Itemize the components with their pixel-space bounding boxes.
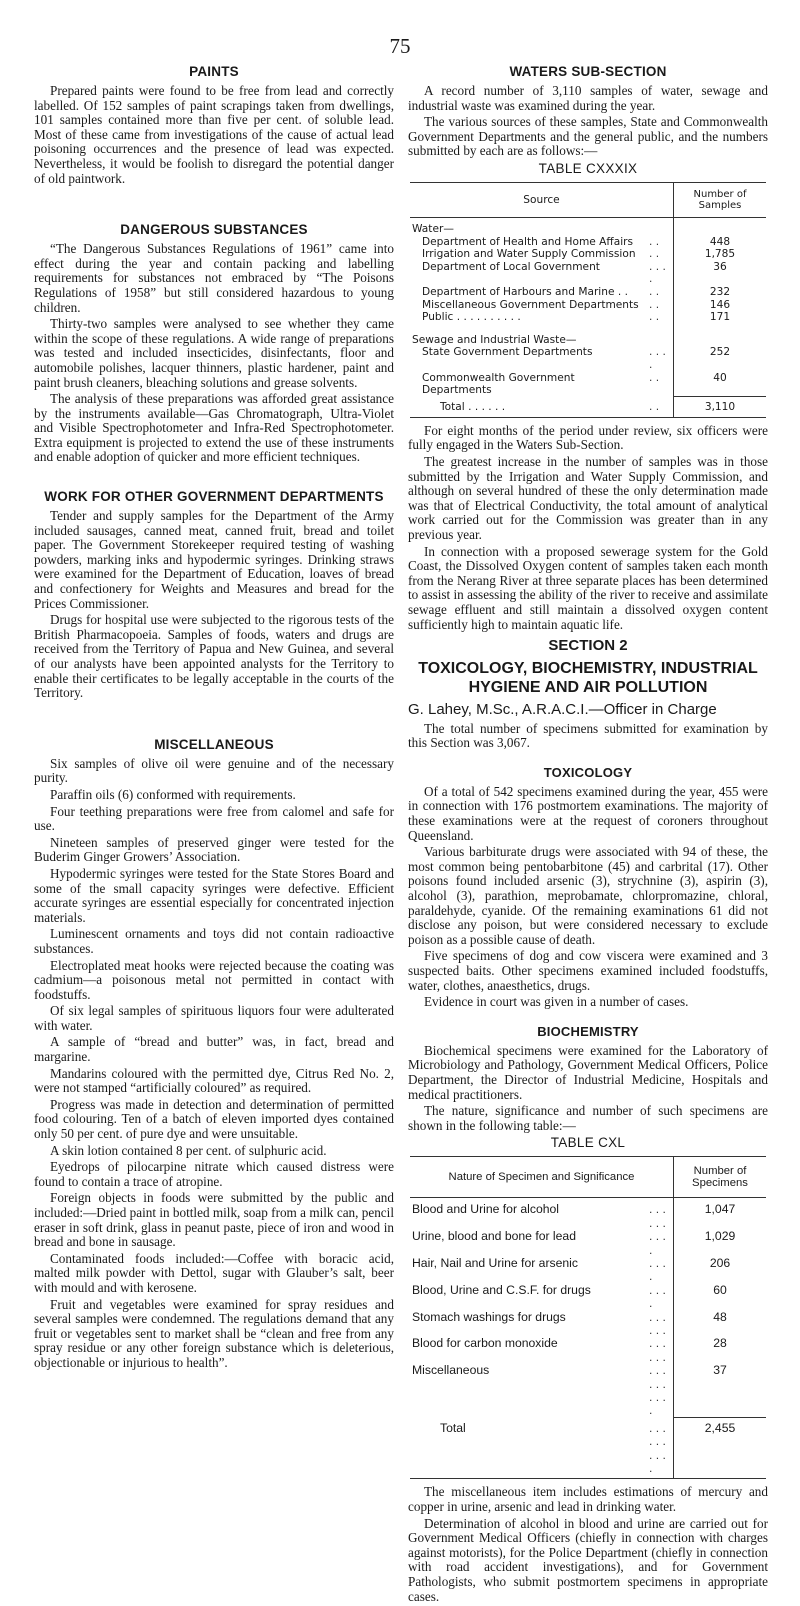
toxicology-paragraph: Various barbiturate drugs were associated with 94 of these, the most common being pentobarbitone (45) and carbrital (17). Other poisons found included arsenic (3), strychnine (3), aspirin (3), alcohol (3), parathion, meprobamate, chlorpromazine, chloral, paraldehyde, cyanide. Of the remaining examinations 61 did not disclose any poison, but were considered necessary to exclude poison as a possible cause of death. <box>408 844 768 947</box>
toxicology-paragraph: Five specimens of dog and cow viscera were examined and 3 suspected baits. Other specimens examined included foodstuffs, water, clothes, anaesthetics, drugs. <box>408 948 768 993</box>
dangerous-paragraph: “The Dangerous Substances Regulations of 1961” came into effect during the year and contain packing and labelling requirements for substances not embraced by “The Poisons Regulations of 1958” but still considered hazardous to young children. <box>34 241 394 315</box>
row-value: 60 <box>674 1284 767 1311</box>
row-dots: . . . . . . . . . . <box>649 1363 666 1418</box>
paints-paragraph: Prepared paints were found to be free from lead and correctly labelled. Of 152 samples of paint scrapings taken from dwellings, 101 samples contained more than five per cent. of soluble lead. Most of these came from investigations of the cause of actual lead poisoning occurrences and the presence of lead was expected. Nevertheless, it would be foolish to disregard the potential danger of old paintwork. <box>34 83 394 186</box>
other-departments-paragraph: Tender and supply samples for the Department of the Army included sausages, canned meat, canned fruit, bread and toilet paper. The Government Storekeeper required testing of washing powders, marking inks and hypodermic syringes. Drinking straws were examined for the Department of Education, loaves of bread and confectionery for Weights and Measures and bread for the Prices Commissioner. <box>34 508 394 611</box>
misc-paragraph: Progress was made in detection and determination of permitted food colouring. Ten of a batch of eleven imported dyes contained only 50 per cent. of pure dye and were unsuitable. <box>34 1096 394 1142</box>
row-value: 448 <box>674 236 767 249</box>
specimens-table <box>410 1156 766 1479</box>
row-dots: . . . . . . <box>649 1309 666 1337</box>
misc-paragraph: Hypodermic syringes were tested for the State Stores Board and some of the small capacity syringes were defective. Efficient accurate syringes are essential especially for concentrated injection materials. <box>34 865 394 925</box>
table-row <box>410 1337 766 1364</box>
row-source: Department of Local Government <box>422 260 600 273</box>
waters-intro: A record number of 3,110 samples of water, sewage and industrial waste was examined during the year. <box>408 83 768 113</box>
dangerous-paragraph: The analysis of these preparations was afforded great assistance by the instruments available—Gas Chromatograph, Ultra-Violet and Visible Spectrophotometer and Infra-Red Spectrophotometer. Extra equipment is projected to extend the use of these instruments and enable adoption of quicker and more efficient techniques. <box>34 391 394 465</box>
row-dots: . . <box>649 298 660 311</box>
biochemistry-paragraph: The miscellaneous item includes estimations of mercury and copper in urine, arsenic and lead in drinking water. <box>408 1484 768 1515</box>
table-title: TABLE CXXXIX <box>538 160 638 176</box>
page-number: 75 <box>389 34 411 58</box>
section-number: SECTION 2 <box>548 637 628 655</box>
toxicology-paragraph: Evidence in court was given in a number of cases. <box>424 994 689 1010</box>
misc-paragraph: Of six legal samples of spirituous liquors four were adulterated with water. <box>34 1003 394 1033</box>
row-source: Department of Health and Home Affairs <box>422 235 634 248</box>
table-title: TABLE CXL <box>550 1135 626 1151</box>
table-row <box>410 346 766 371</box>
row-value: 171 <box>674 311 767 324</box>
misc-paragraph: Six samples of olive oil were genuine and of the necessary purity. <box>34 755 394 786</box>
left-column <box>34 64 394 1373</box>
row-dots: . . <box>649 248 660 261</box>
table-row <box>410 217 766 235</box>
table-row <box>410 236 766 249</box>
row-value: 232 <box>674 286 767 299</box>
waters-heading: WATERS SUB-SECTION <box>509 64 667 79</box>
row-value: 1,047 <box>674 1198 767 1230</box>
row-dots: . . . . <box>649 1282 666 1311</box>
column-header-source: Source <box>410 182 674 217</box>
waters-paragraph: For eight months of the period under review, six officers were fully engaged in the Waters Sub-Section. <box>408 422 768 453</box>
paints-heading: PAINTS <box>189 64 239 79</box>
row-dots: . . . . . . <box>649 1202 666 1230</box>
column-header-nature: Nature of Specimen and Significance <box>410 1157 674 1198</box>
biochemistry-paragraph: The nature, significance and number of such specimens are shown in the following table:— <box>408 1103 768 1133</box>
biochemistry-paragraph: Determination of alcohol in blood and urine are carried out for Government Medical Officers (chiefly in connection with charges against motorists), for the Police Department (chiefly in connection with road accident investigations), and for Government Pathologists, who submit postmortem specimens in appropriate cases. <box>408 1515 768 1604</box>
misc-paragraph: Foreign objects in foods were submitted by the public and included:—Dried paint in bottled milk, soap from a milk can, pencil eraser in soft drink, glass in peanut paste, piece of iron and wood in bread and bone in sausage. <box>34 1190 394 1250</box>
row-source: Public . . . . . . . . . . <box>422 311 521 324</box>
table-total-row <box>410 1418 766 1479</box>
column-header-number: Number of Samples <box>674 182 767 217</box>
other-departments-paragraph: Drugs for hospital use were subjected to the rigorous tests of the British Pharmacopoeia. Samples of foods, waters and drugs are received from the Territory of Papua and New Guinea, and several of our analysts have been appointed analysts for the Territory to enable their certificates to be legally acceptable in the courts of the Territory. <box>34 612 394 701</box>
misc-paragraph: Electroplated meat hooks were rejected because the coating was cadmium—a poisonous metal not permitted in contact with foodstuffs. <box>34 957 394 1002</box>
row-source: State Government Departments <box>422 346 593 359</box>
row-value: 28 <box>674 1337 767 1364</box>
row-nature: Hair, Nail and Urine for arsenic <box>412 1255 578 1270</box>
row-value: 36 <box>674 261 767 286</box>
biochemistry-heading: BIOCHEMISTRY <box>537 1023 639 1039</box>
row-nature: Urine, blood and bone for lead <box>412 1229 576 1244</box>
total-dots: . . <box>647 397 674 418</box>
waters-paragraph: In connection with a proposed sewerage system for the Gold Coast, the Dissolved Oxygen content of samples taken each month from the Nerang River at three separate places has been determined to assist in assessing the ability of the river to receive and assimilate sewage effluent and still maintain a dissolved oxygen content sufficiently high to maintain aquatic life. <box>408 543 768 632</box>
row-dots: . . . . <box>649 260 666 286</box>
right-column <box>408 64 768 1606</box>
row-source: Irrigation and Water Supply Commission <box>422 248 636 261</box>
row-dots: . . . . . . <box>649 1336 666 1364</box>
row-nature: Stomach washings for drugs <box>412 1309 566 1324</box>
toxicology-paragraph: Of a total of 542 specimens examined during the year, 455 were in connection with 176 postmortem examinations. The majority of these examinations were at the request of coroners throughout Queensland. <box>408 783 768 843</box>
column-header-number: Number of Specimens <box>674 1157 767 1198</box>
table-row <box>410 311 766 324</box>
row-source: Commonwealth Government Departments <box>422 371 575 397</box>
table-row <box>410 299 766 312</box>
section-title: TOXICOLOGY, BIOCHEMISTRY, INDUSTRIAL HYGIENE AND AIR POLLUTION <box>418 660 758 697</box>
biochemistry-paragraph: Biochemical specimens were examined for the Laboratory of Microbiology and Pathology, Government Medical Officers, Police Department, the Director of Industrial Medicine, Hospitals and medical practitioners. <box>408 1042 768 1102</box>
table-row <box>410 1230 766 1257</box>
table-row <box>410 372 766 397</box>
total-label: Total . . . . . . <box>410 397 647 418</box>
waters-intro: The various sources of these samples, State and Commonwealth Government Departments and the general public, and the numbers submitted by each are as follows:— <box>408 114 768 159</box>
row-dots: . . <box>649 285 660 298</box>
row-nature: Miscellaneous <box>412 1363 490 1378</box>
dangerous-substances-heading: DANGEROUS SUBSTANCES <box>120 222 308 238</box>
row-nature: Blood for carbon monoxide <box>412 1336 558 1351</box>
other-departments-heading: WORK FOR OTHER GOVERNMENT DEPARTMENTS <box>44 489 384 505</box>
misc-paragraph: Mandarins coloured with the permitted dye, Citrus Red No. 2, were not stamped “artificially coloured” as required. <box>34 1065 394 1096</box>
table-row <box>410 286 766 299</box>
table-row <box>410 261 766 286</box>
table-row <box>410 1311 766 1338</box>
water-samples-table <box>410 182 766 418</box>
row-value: 146 <box>674 299 767 312</box>
group-label: Sewage and Industrial Waste— <box>412 333 577 346</box>
total-value: 2,455 <box>674 1418 767 1479</box>
waters-paragraph: The greatest increase in the number of samples was in those submitted by the Irrigation and Water Supply Commission, and although on several hundred of these the only determination made was that of Electrical Conductivity, the total amount of analytical work carried out for the Commission was greater than in any previous year. <box>408 453 768 542</box>
row-source: Miscellaneous Government Departments <box>422 298 639 311</box>
row-value: 37 <box>674 1364 767 1418</box>
table-row <box>410 1198 766 1230</box>
misc-paragraph: A sample of “bread and butter” was, in fact, bread and margarine. <box>34 1034 394 1065</box>
total-label: Total <box>410 1418 647 1479</box>
misc-paragraph: Nineteen samples of preserved ginger were tested for the Buderim Ginger Growers’ Association. <box>34 834 394 865</box>
row-value: 1,029 <box>674 1230 767 1257</box>
section-intro: The total number of specimens submitted for examination by this Section was 3,067. <box>408 720 768 751</box>
table-row <box>410 248 766 261</box>
row-dots: . . <box>649 311 660 324</box>
row-value: 48 <box>674 1311 767 1338</box>
row-dots: . . <box>649 235 660 248</box>
total-value: 3,110 <box>674 397 767 418</box>
miscellaneous-heading: MISCELLANEOUS <box>154 736 274 752</box>
row-dots: . . . . <box>649 1229 666 1257</box>
dangerous-paragraph: Thirty-two samples were analysed to see whether they came within the scope of these regulations. A wide range of preparations was tested and included insecticides, disinfectants, floor and automobile polishes, lacquer thinners, plastic hardener, paint and paint brush cleaners, bleaching solutions and grease solvents. <box>34 316 394 390</box>
table-total-row <box>410 397 766 418</box>
officer-in-charge: G. Lahey, M.Sc., A.R.A.C.I.—Officer in Charge <box>408 701 717 719</box>
row-dots: . . . . <box>649 346 666 371</box>
row-dots: . . . . <box>649 1255 666 1284</box>
misc-paragraph: Luminescent ornaments and toys did not contain radioactive substances. <box>34 926 394 956</box>
misc-paragraph: Eyedrops of pilocarpine nitrate which caused distress were found to contain a trace of atropine. <box>34 1159 394 1189</box>
row-nature: Blood, Urine and C.S.F. for drugs <box>412 1282 591 1297</box>
misc-paragraph: Paraffin oils (6) conformed with requirements. <box>50 786 296 802</box>
row-value: 1,785 <box>674 248 767 261</box>
misc-paragraph: Four teething preparations were free from calomel and safe for use. <box>34 803 394 834</box>
table-row <box>410 1364 766 1418</box>
misc-paragraph: Contaminated foods included:—Coffee with boracic acid, malted milk powder with Dettol, sugar with Glauber’s salt, beer with mould and with kerosene. <box>34 1250 394 1295</box>
group-label: Water— <box>412 222 454 235</box>
toxicology-heading: TOXICOLOGY <box>543 764 633 780</box>
row-value: 206 <box>674 1257 767 1284</box>
table-row <box>410 1257 766 1284</box>
table-row <box>410 1284 766 1311</box>
row-dots: . . <box>649 371 660 384</box>
row-nature: Blood and Urine for alcohol <box>412 1202 560 1217</box>
row-value: 252 <box>674 346 767 371</box>
misc-paragraph: Fruit and vegetables were examined for spray residues and several samples were condemned. The regulations demand that any fruit or vegetables sent to market shall be “clean and free from any spray residue or any other foreign substance which is deleterious, objectionable or injurious to health”. <box>34 1296 394 1370</box>
total-dots: . . . . . . . . . . <box>647 1418 674 1479</box>
row-value: 40 <box>674 372 767 397</box>
misc-paragraph: A skin lotion contained 8 per cent. of sulphuric acid. <box>50 1142 327 1158</box>
table-row <box>410 334 766 347</box>
row-source: Department of Harbours and Marine . . <box>422 285 628 298</box>
